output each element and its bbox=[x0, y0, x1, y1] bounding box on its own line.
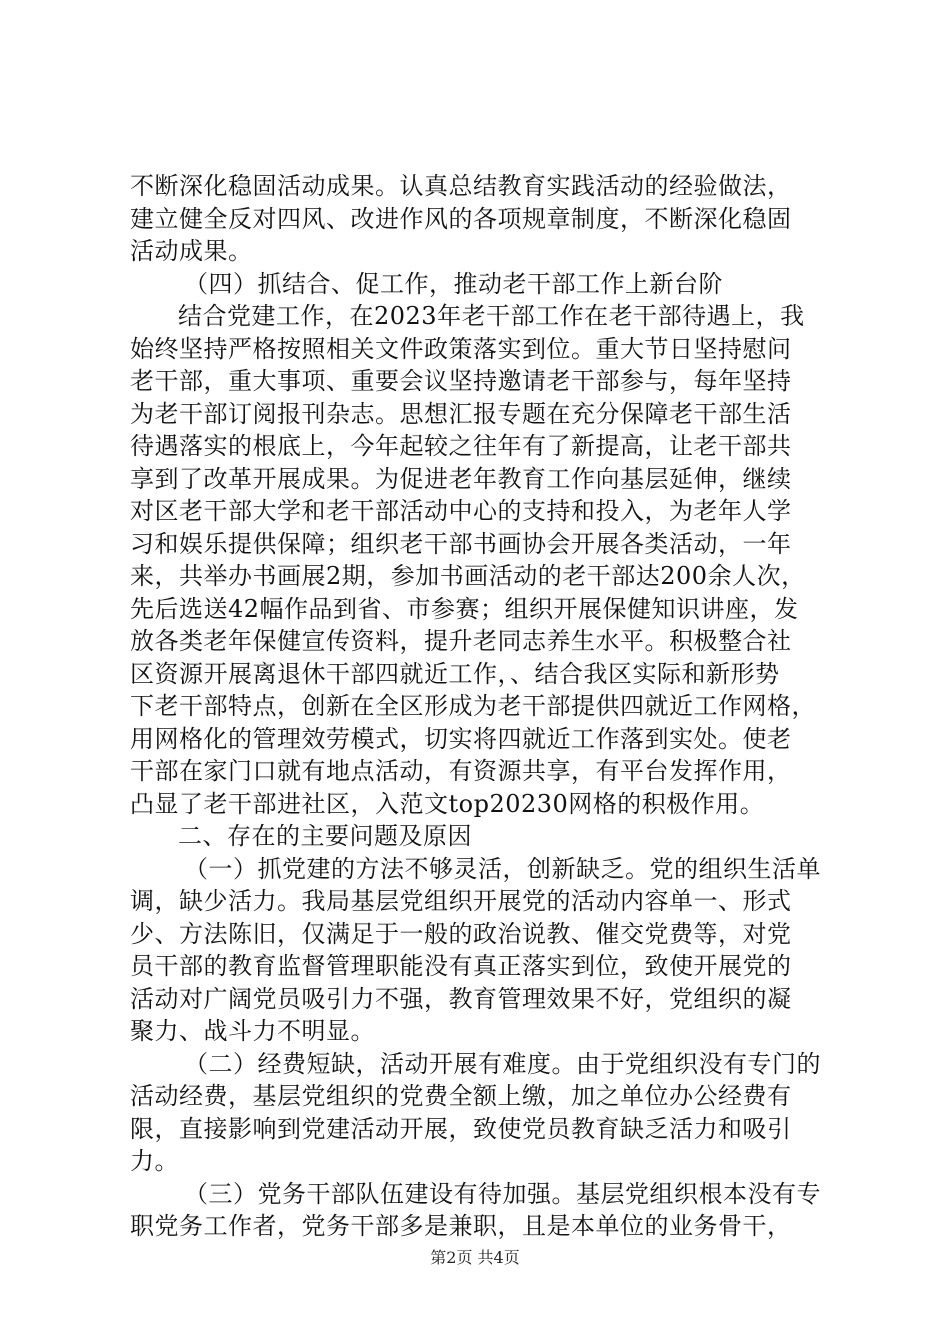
text-line: 始终坚持严格按照相关文件政策落实到位。重大节日坚持慰问 bbox=[130, 334, 792, 363]
text-line: 活动对广阔党员吸引力不强，教育管理效果不好，党组织的凝 bbox=[130, 984, 792, 1013]
page-footer: 第2页 共4页 bbox=[430, 1248, 520, 1267]
text-line: （二）经费短缺，活动开展有难度。由于党组织没有专门的 bbox=[184, 1049, 821, 1078]
text-line: 聚力、战斗力不明显。 bbox=[130, 1017, 375, 1045]
document-body bbox=[130, 170, 830, 1243]
text-line: 职党务工作者，党务干部多是兼职，且是本单位的业务骨干， bbox=[130, 1212, 792, 1240]
text-line: 员干部的教育监督管理职能没有真正落实到位，致使开展党的 bbox=[130, 952, 792, 980]
text-line: 习和娱乐提供保障；组织老干部书画协会开展各类活动，一年 bbox=[130, 529, 792, 558]
text-line: 为老干部订阅报刊杂志。思想汇报专题在充分保障老干部生活 bbox=[130, 399, 792, 428]
text-line: 凸显了老干部进社区，入范文top20230网格的积极作用。 bbox=[130, 789, 765, 818]
text-line: 放各类老年保健宣传资料，提升老同志养生水平。积极整合社 bbox=[130, 627, 792, 655]
text-line: 下老干部特点，创新在全区形成为老干部提供四就近工作网格， bbox=[130, 692, 816, 720]
text-line: 活动成果。 bbox=[130, 237, 253, 265]
text-line: 二、存在的主要问题及原因 bbox=[178, 822, 472, 850]
text-line: 区资源开展离退休干部四就近工作，、结合我区实际和新形势 bbox=[130, 659, 780, 688]
text-line: （四）抓结合、促工作，推动老干部工作上新台阶 bbox=[184, 269, 723, 298]
text-line: （三）党务干部队伍建设有待加强。基层党组织根本没有专 bbox=[184, 1179, 821, 1208]
text-line: 调，缺少活力。我局基层党组织开展党的活动内容单一、形式 bbox=[130, 887, 792, 915]
text-line: 老干部，重大事项、重要会议坚持邀请老干部参与，每年坚持 bbox=[130, 367, 792, 395]
text-line: 享到了改革开展成果。为促进老年教育工作向基层延伸，继续 bbox=[130, 464, 792, 493]
text-line: 活动经费，基层党组织的党费全额上缴，加之单位办公经费有 bbox=[130, 1082, 792, 1110]
text-line: 结合党建工作，在2023年老干部工作在老干部待遇上，我 bbox=[178, 302, 805, 330]
text-line: 来，共举办书画展2期，参加书画活动的老干部达200余人次， bbox=[130, 562, 806, 590]
text-line: 待遇落实的根底上，今年起较之往年有了新提高，让老干部共 bbox=[130, 432, 792, 460]
text-line: 限，直接影响到党建活动开展，致使党员教育缺乏活力和吸引 bbox=[130, 1114, 792, 1143]
text-line: （一）抓党建的方法不够灵活，创新缺乏。党的组织生活单 bbox=[184, 854, 821, 883]
text-line: 先后选送42幅作品到省、市参赛；组织开展保健知识讲座，发 bbox=[130, 594, 799, 623]
text-line: 不断深化稳固活动成果。认真总结教育实践活动的经验做法， bbox=[130, 172, 792, 200]
text-line: 建立健全反对四风、改进作风的各项规章制度，不断深化稳固 bbox=[130, 204, 792, 233]
text-line: 干部在家门口就有地点活动，有资源共享，有平台发挥作用， bbox=[130, 757, 792, 785]
text-line: 对区老干部大学和老干部活动中心的支持和投入，为老年人学 bbox=[130, 497, 792, 525]
text-line: 少、方法陈旧，仅满足于一般的政治说教、催交党费等，对党 bbox=[130, 919, 792, 948]
text-line: 用网格化的管理效劳模式，切实将四就近工作落到实处。使老 bbox=[130, 724, 792, 753]
text-line: 力。 bbox=[130, 1147, 179, 1175]
